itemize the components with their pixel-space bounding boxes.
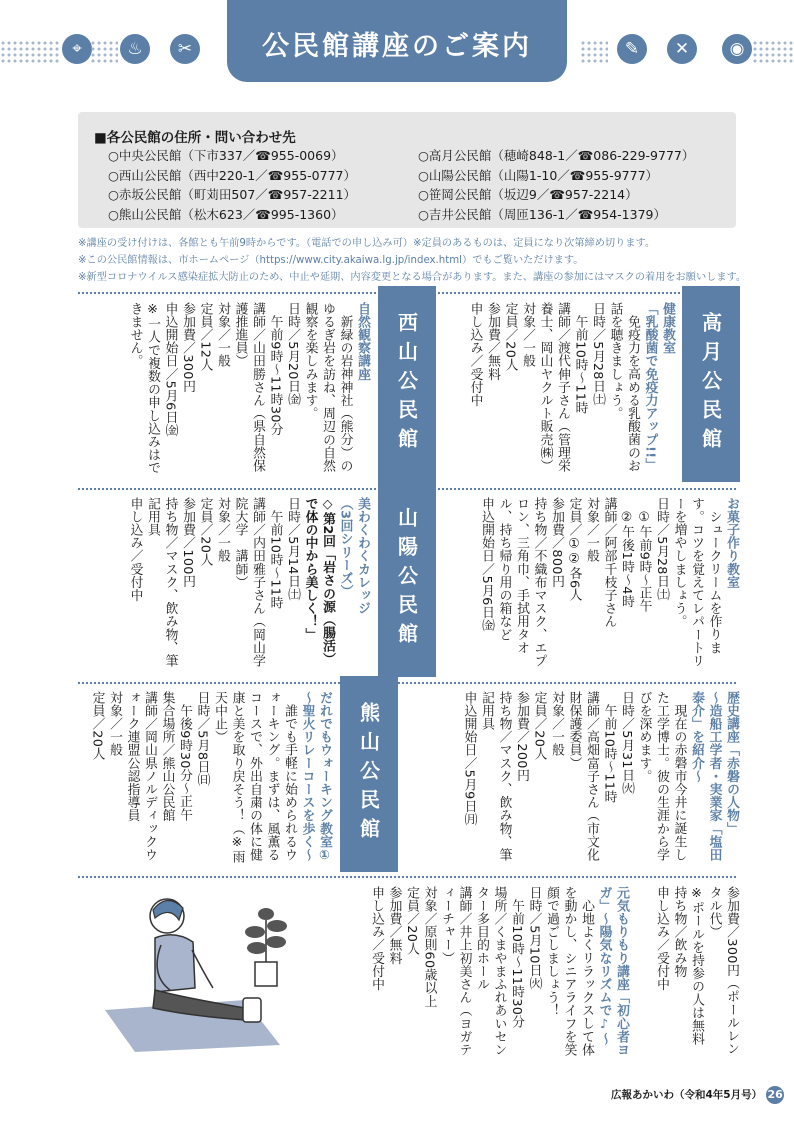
address-list-left: [108, 146, 356, 224]
article-line: ①午前9時～正午: [636, 497, 652, 613]
page-title: 公民館講座のご案内: [227, 0, 567, 82]
article-line: 健康教室: [660, 302, 675, 355]
article-line: 午前9時～11時30分: [267, 302, 283, 436]
article-line: 持ち物／不織布マスク、エプロン、三角巾、手拭用タオル、持ち帰り用の箱など: [496, 497, 547, 668]
article-line: 午後9時30分～正午: [177, 691, 192, 822]
badge-nishiyama: 西山公民館: [378, 286, 436, 482]
article-line: 午前10時～11時: [572, 302, 588, 415]
article-line: 免疫力を高める乳酸菌のお話を聴きましょう。: [607, 302, 640, 472]
notes: [78, 235, 748, 286]
article-line: 申込開始日／5月6日㈮: [479, 497, 494, 632]
article-line: 持ち物／マスク、飲み物、筆記用具: [479, 691, 512, 862]
badge-sanyo: 山陽公民館: [378, 481, 436, 677]
article-line: 申込開始日／5月6日㈮: [162, 302, 178, 437]
kumayama-article: [75, 691, 333, 869]
article-line: 参加費／100円: [180, 497, 195, 588]
article-line: 日時／5月28日㈯: [654, 497, 669, 601]
article-line: 申込開始日／5月9日㈪: [461, 691, 477, 826]
knitting-icon: ◉: [722, 34, 752, 64]
dot-pattern-left: [0, 40, 60, 64]
article-line: 日時／5月20日㈮: [285, 302, 300, 406]
address-item: ○赤坂公民館（町苅田507／☎957-2211）: [108, 187, 357, 203]
article-line: ◇第2回「岩さの源（腸活）で体の中から美しく！」: [302, 497, 335, 666]
article-line: 定員／①②各6人: [566, 497, 582, 602]
article-line: 日時／5月10日㈫: [526, 886, 542, 990]
address-item: ○熊山公民館（松木623／☎995-1360）: [108, 206, 344, 222]
article-line: 講師／渡代伸子さん（管理栄養士、岡山ヤクルト販売㈱）: [537, 302, 570, 473]
okashi-article: [440, 497, 740, 675]
takatsuki-article: [440, 302, 676, 480]
article-line: 参加費／200円: [514, 691, 529, 782]
address-item: ○吉井公民館（周匝136-1／☎954-1379）: [418, 206, 666, 222]
article-line: シュークリームを作ります。コツを覚えてレパートリーを増やしましょう。: [671, 497, 722, 668]
article-line: 申し込み／受付中: [467, 302, 483, 407]
address-item: ○笹岡公民館（坂辺9／☎957-2214）: [418, 187, 638, 203]
article-line: 元気もりもり講座「初心者ヨガ」～陽気なリズムで♪～: [596, 886, 629, 1057]
article-line: ②午後1時～4時: [619, 497, 634, 608]
article-line: 定員／20人: [502, 302, 518, 372]
cutlery-icon: ✕: [667, 34, 697, 64]
footer: [611, 1086, 784, 1104]
article-line: 講師／高畑富子さん（市文化財保護委員）: [566, 691, 599, 862]
article-line: 講師／岡山県ノルディックウォーク連盟公認指導員: [124, 691, 157, 862]
article-line: 参加費／800円: [549, 497, 564, 588]
article-line: 新緑の岩神神社（熊分）のゆるぎ岩を訪ね、周辺の自然観察を楽しみます。: [302, 302, 353, 473]
article-line: 対象／一般: [549, 691, 564, 757]
article-line: 美わくわくカレッジ: [355, 497, 370, 615]
article-line: 午前10時～11時: [601, 691, 617, 804]
pencil-icon: ✎: [617, 34, 647, 64]
article-line: ※ポールを持参の人は無料: [689, 886, 704, 1046]
article-line: 講師／山田勝さん（県自然保護推進員）: [232, 302, 265, 473]
note-line: ※この公民館情報は、市ホームページ（https://www.city.akaiwa.lg.jp/index.html）でもご覧いただけます。: [78, 255, 584, 266]
article-line: 参加費／300円: [180, 302, 195, 393]
article-line: 日時／5月14日㈯: [285, 497, 300, 601]
article-line: 講師／井上初美さん（ヨガティーチャー）: [439, 886, 472, 1057]
article-line: 午前10時～11時30分: [509, 886, 524, 1029]
dot-pattern-left-2: [90, 40, 118, 64]
article-line: 「乳酸菌で免疫力アップ!!」: [642, 302, 658, 472]
note-line: ※新型コロナウイルス感染症拡大防止のため、中止や延期、内容変更となる場合があります。また、講座の参加にはマスクの着用をお願いします。: [78, 272, 747, 283]
page-number: 26: [766, 1086, 784, 1104]
article-line: 現在の赤磐市今井に誕生した工学博士。彼の生涯から学びを深めます。: [636, 691, 687, 862]
address-list-right: [418, 146, 694, 224]
article-line: （3回シリーズ）: [337, 497, 353, 598]
article-line: 対象／原則60歳以上: [421, 886, 437, 1008]
nishiyama-article: [85, 302, 371, 480]
article-line: お菓子作り教室: [724, 497, 739, 589]
article-line: 申し込み／受付中: [369, 886, 384, 991]
article-line: ～聖火リレーコースを歩く～: [299, 691, 315, 862]
address-heading: ■各公民館の住所・問い合わせ先: [94, 130, 296, 146]
badge-kumayama: 熊山公民館: [340, 676, 398, 872]
article-line: 定員／20人: [89, 691, 105, 761]
article-line: 持ち物／飲み物: [671, 886, 687, 978]
article-line: 定員／20人: [404, 886, 419, 956]
article-line: 対象／一般: [520, 302, 535, 368]
article-line: 参加費／300円（ポールレンタル代）: [706, 886, 739, 1056]
telescope-icon: ⌖: [62, 34, 92, 64]
address-item: ○西山公民館（西中220-1／☎955-0777）: [108, 167, 356, 183]
article-line: 場所／くまやまふれあいセンター多目的ホール: [474, 886, 507, 1057]
article-line: 対象／一般: [215, 302, 230, 368]
address-item: ○山陽公民館（山陽1-10／☎955-9777）: [418, 167, 659, 183]
article-line: 対象／一般: [107, 691, 122, 757]
scissors-icon: ✂: [170, 34, 200, 64]
article-line: 申し込み／受付中: [127, 497, 143, 602]
article-line: 心地よくリラックスして体を動かし、シニアライフを笑顔で過ごしましょう！: [544, 886, 594, 1057]
article-line: 午前10時～11時: [267, 497, 283, 610]
article-line: 参加費／無料: [386, 886, 402, 965]
address-item: ○高月公民館（穂崎848-1／☎086-229-9777）: [418, 148, 695, 163]
article-line: だれでもウォーキング教室①: [317, 691, 332, 864]
article-line: 持ち物／マスク、飲み物、筆記用具: [145, 497, 178, 668]
article-line: ～造船工学者・実業家「塩田泰介」を紹介～: [689, 691, 722, 862]
dot-pattern-right: [580, 40, 608, 64]
article-line: 集合場所／熊山公民館: [159, 691, 175, 822]
article-line: 参加費／無料: [485, 302, 500, 381]
article-line: 対象／一般: [215, 497, 230, 563]
cupcake-icon: ♨: [120, 34, 150, 64]
address-box: [78, 112, 736, 228]
note-line: ※講座の受け付けは、各館とも午前9時からです。（電話での申し込み可）※定員のあるものは、定員になり次第締め切ります。: [78, 238, 656, 249]
article-line: 定員／12人: [197, 302, 213, 372]
article-line: 対象／一般: [584, 497, 599, 563]
article-line: 日時／5月28日㈯: [590, 302, 605, 406]
yoga-woman-illustration: [95, 880, 300, 1055]
section-divider: [78, 682, 736, 684]
yoga-article: [330, 886, 630, 1064]
section-divider: [78, 876, 736, 878]
dot-pattern-right-2: [752, 40, 794, 64]
article-line: 講師／内田雅子さん（岡山学院大学 講師）: [232, 497, 265, 668]
article-line: 定員／20人: [197, 497, 213, 567]
article-line: 日時／5月31日㈫: [619, 691, 634, 795]
article-line: 日時／5月8日㈰: [194, 691, 210, 787]
article-line: ※一人で複数の申し込みはできません。: [127, 302, 160, 475]
badge-takatsuki: 高月公民館: [682, 286, 740, 482]
footer-text: 広報あかいわ（令和4年5月号）: [611, 1089, 763, 1101]
rekishi-article: [420, 691, 740, 869]
sanyo-article: [85, 497, 371, 675]
article-line: 誰でも手軽に始められるウォーキング。まずは、風薫るコースで、外出自粛の体に健康と美を取り戻そう！（※雨天中止）: [212, 691, 297, 864]
article-line: 定員／20人: [531, 691, 547, 761]
article-line: 講師／阿部千枝子さん: [601, 497, 617, 628]
article-line: 自然観察講座: [355, 302, 370, 381]
article-line: 申し込み／受付中: [654, 886, 669, 991]
article-line: 歴史講座「赤磐の人物」: [724, 691, 739, 836]
walk-continued-article: [645, 886, 740, 1064]
address-item: ○中央公民館（下市337／☎955-0069）: [108, 148, 344, 163]
